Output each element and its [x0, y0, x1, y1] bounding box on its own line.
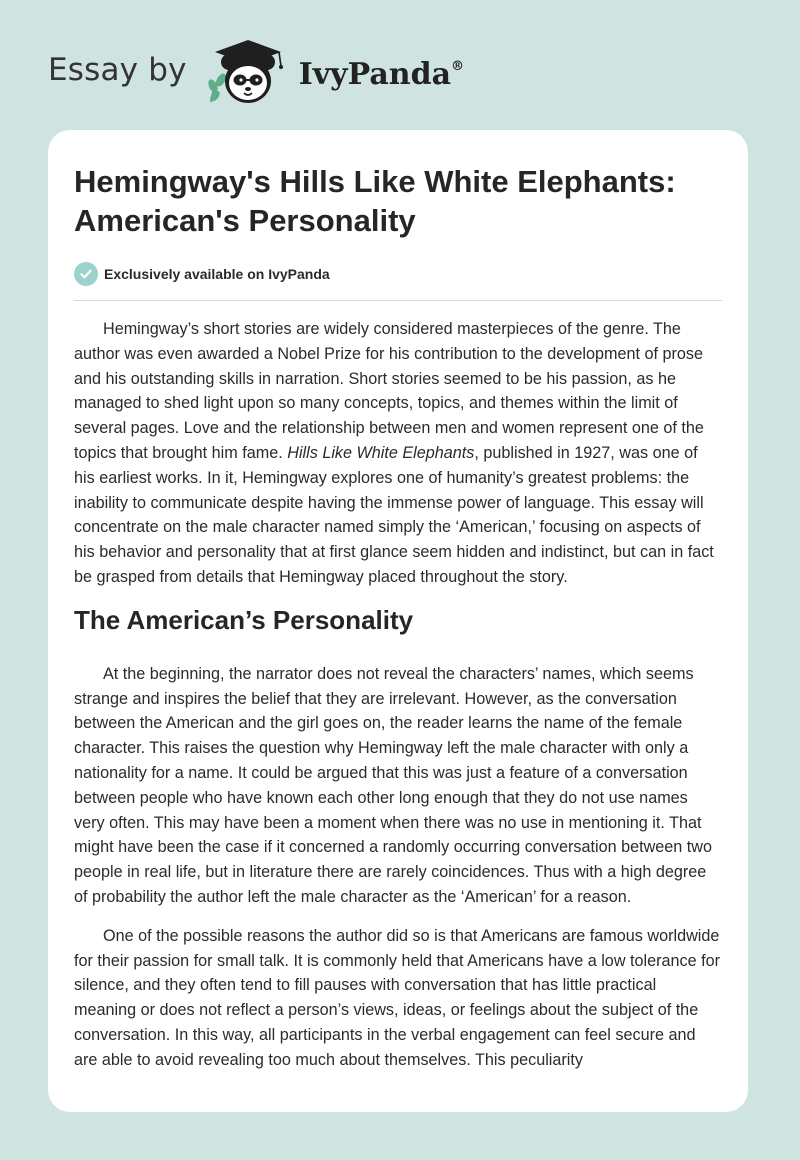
badge-text: Exclusively available on IvyPanda — [104, 266, 330, 282]
site-brand[interactable] — [48, 36, 464, 108]
book-title: Hills Like White Elephants — [287, 443, 475, 462]
body-paragraph: At the beginning, the narrator does not reveal the characters’ names, which seems strange and inspires the belief that they are irrelevant. However, as the conversation between the American and the girl goes on, the reader learns the name of the female character. This raises the question why Hemingway left the male character with only a nationality for a name. It could be argued that this was just a feature of a conversation between people who have known each other long enough that they do not use names very often. This may have been a moment when there was no use in mentioning it. That might have been the case if it concerned a randomly occurring conversation between two people in real life, but in literature there are rarely coincidences. Thus with a high degree of probability the author left the male character as the ‘American’ for a reason. — [74, 664, 712, 906]
essay-body — [74, 317, 722, 1073]
divider — [74, 300, 722, 301]
brand-name: IvyPanda® — [298, 56, 465, 92]
check-circle-icon — [74, 262, 98, 286]
intro-paragraph: Hemingway’s short stories are widely considered masterpieces of the genre. The author was even awarded a Nobel Prize for his contribution to the development of prose and his outstanding skills in narration. Short stories seemed to be his passion, as he managed to shed light upon so many concepts, topics, and themes within the limit of several pages. Love and the relationship between men and women represent one of the topics that brought him fame. Hills Like White Elephants, published in 1927, was one of his earliest works. In it, Hemingway explores one of humanity’s greatest problems: the inability to communicate despite having the immense power of language. This essay will concentrate on the male character named simply the ‘American,’ focusing on aspects of his behavior and personality that at first glance seem hidden and indistinct, but can in fact be grasped from details that Hemingway placed throughout the story. — [74, 320, 714, 586]
registered-mark: ® — [451, 58, 465, 74]
body-paragraph: One of the possible reasons the author did so is that Americans are famous worldwide for their passion for small talk. It is commonly held that Americans have a low tolerance for silence, and they often tend to fill pauses with conversation that has little practical meaning or does not reflect a person’s views, ideas, or feelings about the subject of the conversation. In this way, all participants in the verbal engagement can feel secure and are able to avoid revealing too much about themselves. This peculiarity — [74, 926, 720, 1069]
essay-title: Hemingway's Hills Like White Elephants: American's Personality — [74, 164, 676, 238]
panda-logo-icon — [201, 36, 295, 108]
essay-card — [48, 130, 748, 1112]
section-heading: The American’s Personality — [74, 604, 414, 635]
exclusive-badge — [74, 262, 722, 286]
brand-prefix: Essay by — [48, 52, 187, 88]
